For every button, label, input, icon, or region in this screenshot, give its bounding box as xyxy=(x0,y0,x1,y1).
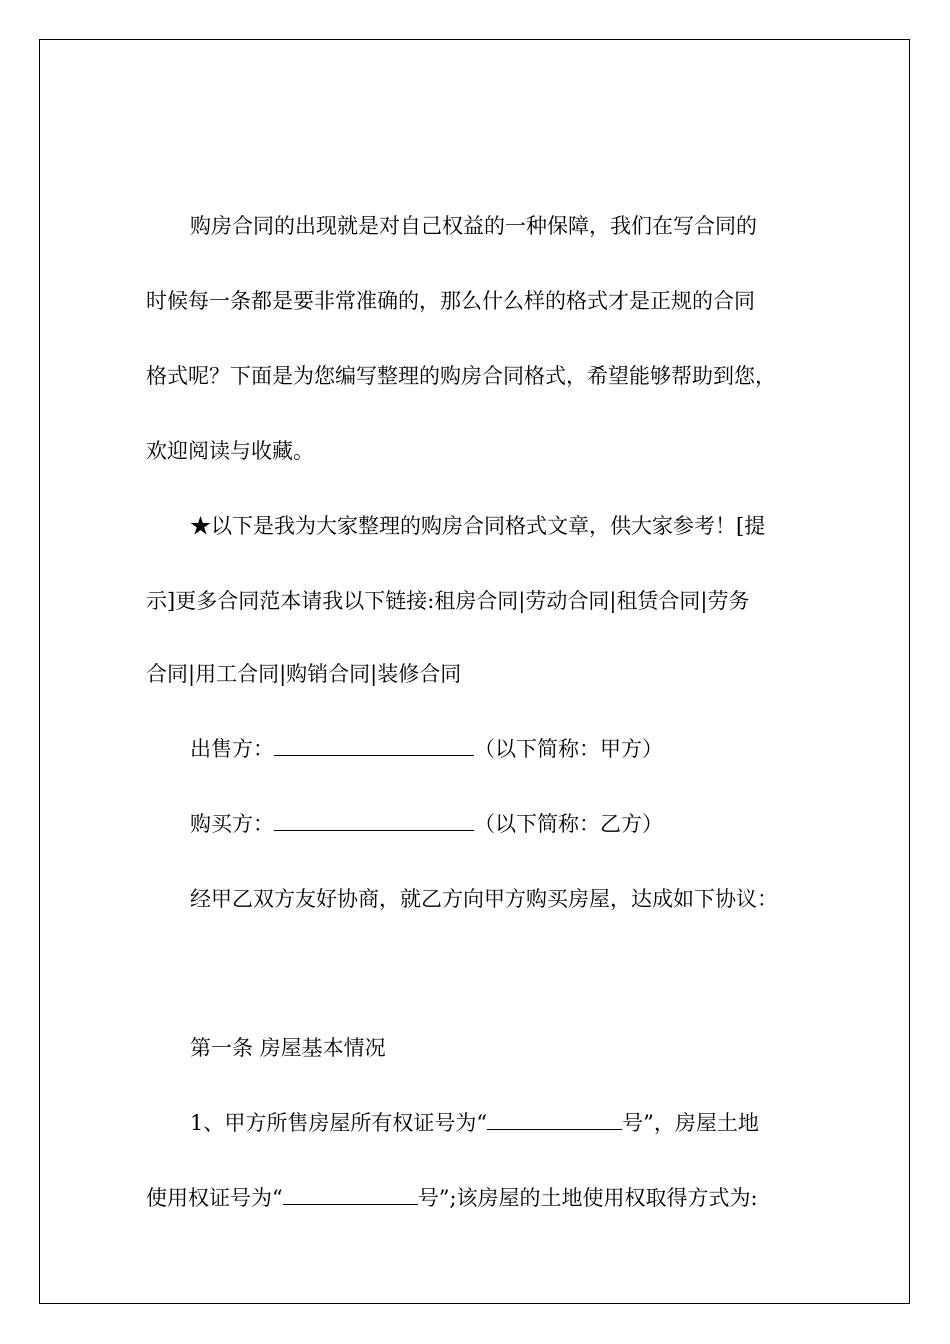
land-cert-text-start: 号”，房屋土地 xyxy=(622,1111,759,1135)
notice-line-3: 合同|用工合同|购销合同|装修合同 xyxy=(146,662,462,686)
seller-name-field[interactable] xyxy=(274,737,474,756)
seller-line xyxy=(190,736,663,762)
article-1-item-1-line-1 xyxy=(190,1110,759,1136)
intro-line-2: 时候每一条都是要非常准确的，那么什么样的格式才是正规的合同 xyxy=(146,289,755,313)
buyer-name-field[interactable] xyxy=(274,812,474,831)
buyer-label: 购买方： xyxy=(190,812,274,836)
intro-line-4: 欢迎阅读与收藏。 xyxy=(146,439,314,463)
land-acquisition-text: 号”;该房屋的土地使用权取得方式为: xyxy=(417,1186,758,1210)
ownership-cert-text: 1、甲方所售房屋所有权证号为“ xyxy=(190,1111,488,1135)
notice-line-2: 示]更多合同范本请我以下链接:租房合同|劳动合同|租赁合同|劳务 xyxy=(146,589,750,613)
ownership-cert-field[interactable] xyxy=(487,1111,622,1130)
article-1-heading: 第一条 房屋基本情况 xyxy=(190,1036,386,1060)
notice-line-1: ★以下是我为大家整理的购房合同格式文章，供大家参考！[提 xyxy=(190,514,766,538)
buyer-line xyxy=(190,811,663,837)
seller-label: 出售方： xyxy=(190,737,274,761)
intro-line-1: 购房合同的出现就是对自己权益的一种保障，我们在写合同的 xyxy=(190,214,757,238)
article-1-item-1-line-2 xyxy=(146,1185,758,1211)
land-cert-field[interactable] xyxy=(283,1186,418,1205)
land-cert-text: 使用权证号为“ xyxy=(146,1186,283,1210)
intro-line-3: 格式呢？下面是为您编写整理的购房合同格式，希望能够帮助到您， xyxy=(146,364,776,388)
agreement-line: 经甲乙双方友好协商，就乙方向甲方购买房屋，达成如下协议： xyxy=(190,887,778,911)
seller-suffix: （以下简称：甲方） xyxy=(474,737,663,761)
buyer-suffix: （以下简称：乙方） xyxy=(474,812,663,836)
